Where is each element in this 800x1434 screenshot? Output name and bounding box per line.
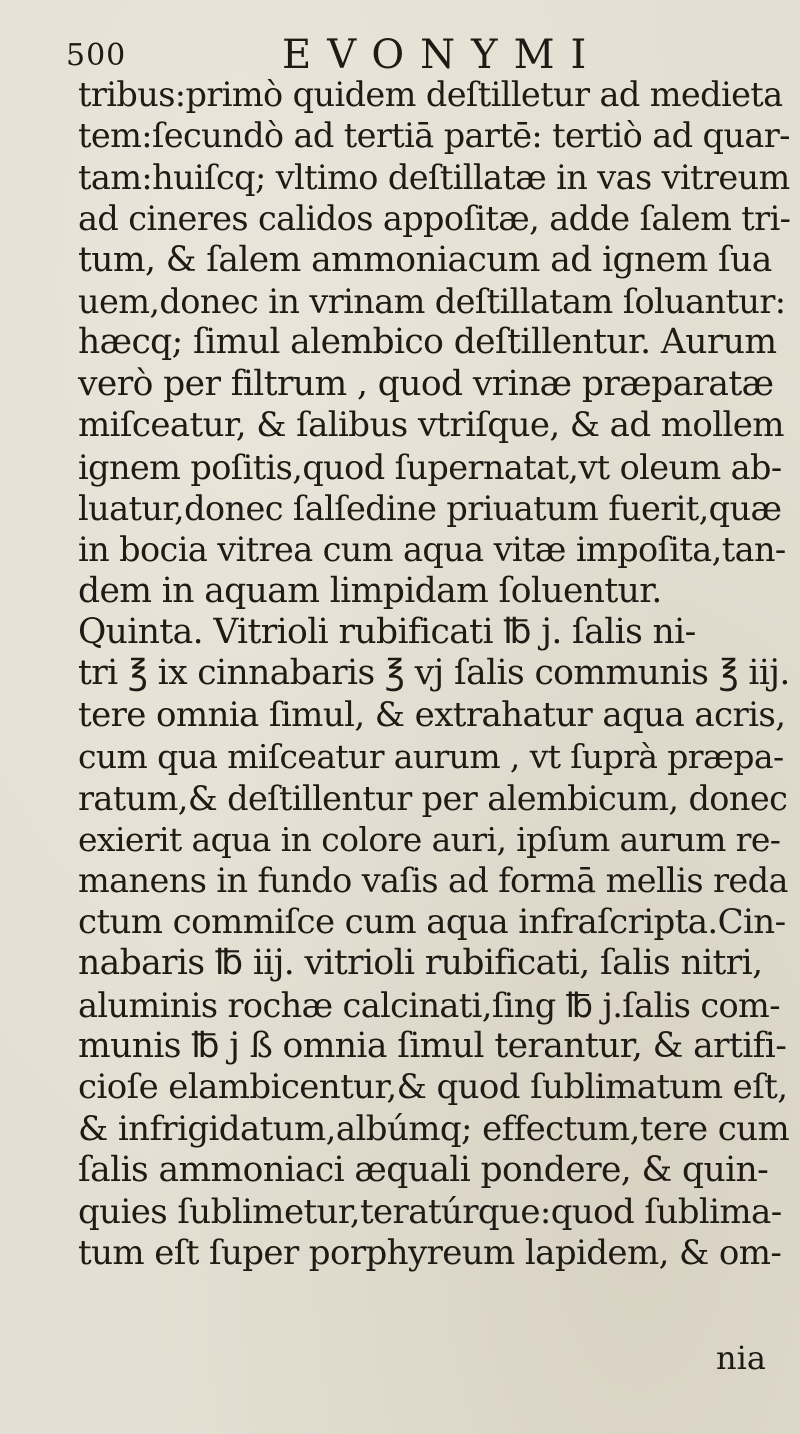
text-line: in bocia vitrea cum aqua vitæ impoſita,tan- [78, 530, 786, 570]
text-line: cum qua miſceatur aurum , vt ſuprà præpa- [78, 737, 784, 777]
text-line: tam:huiſcq; vltimo deſtillatæ in vas vitreum [78, 157, 790, 197]
text-line: Quinta. Vitrioli rubificati ℔ j. ſalis ni- [78, 612, 696, 653]
text-line: tum eſt ſuper porphyreum lapidem, & om- [78, 1232, 782, 1273]
text-line: dem in aquam limpidam ſoluentur. [78, 570, 662, 611]
text-line: cioſe elambicentur,& quod ſublimatum eſt, [78, 1067, 788, 1108]
text-line: hæcq; ſimul alembico deſtillentur. Aurum [78, 322, 777, 363]
text-line: miſceatur, & ſalibus vtriſque, & ad mollem [78, 405, 784, 446]
text-line: manens in fundo vaſis ad formā mellis reda [78, 861, 788, 901]
text-line: tum, & ſalem ammoniacum ad ignem ſua [78, 239, 772, 280]
text-line: ignem poſitis,quod ſupernatat,vt oleum ab- [78, 447, 782, 487]
text-line: uem,donec in vrinam deſtillatam ſoluantur: [78, 281, 786, 321]
text-line: tribus:primò quidem deſtilletur ad medieta [78, 75, 783, 114]
text-line: nabaris ℔ iij. vitrioli rubificati, ſalis nitri, [78, 943, 763, 984]
text-line: ad cineres calidos appoſitæ, adde ſalem tri- [78, 199, 791, 239]
catchword: nia [716, 1339, 766, 1377]
text-line: tere omnia ſimul, & extrahatur aqua acris, [78, 694, 786, 735]
text-line: luatur,donec ſalſedine priuatum fuerit,quæ [78, 488, 782, 528]
text-line: tri ℥ ix cinnabaris ℥ vj ſalis communis ℥ iij. [78, 653, 790, 694]
text-line: quies ſublimetur,teratúrque:quod ſublima- [78, 1191, 782, 1232]
text-line: ctum commiſce cum aqua infraſcripta.Cin- [78, 901, 786, 942]
text-line: aluminis rochæ calcinati,ſing ℔ j.ſalis com- [78, 985, 780, 1025]
page-header [66, 30, 766, 80]
text-line: verò per filtrum , quod vrinæ præparatæ [78, 363, 774, 404]
page-number: 500 [66, 38, 127, 73]
text-line: munis ℔ j ß omnia ſimul terantur, & artifi- [78, 1025, 787, 1066]
text-line: exierit aqua in colore auri, ipſum aurum re- [78, 820, 781, 860]
running-head: EVONYMI [282, 32, 603, 78]
text-line: tem:ſecundò ad tertiā partē: tertiò ad quar- [78, 116, 790, 156]
text-line: & infrigidatum,albúmq; effectum,tere cum [78, 1108, 790, 1149]
text-line: ſalis ammoniaci æquali pondere, & quin- [78, 1150, 769, 1191]
text-line: ratum,& deſtillentur per alembicum, donec [78, 778, 788, 818]
body-text [78, 74, 790, 1274]
